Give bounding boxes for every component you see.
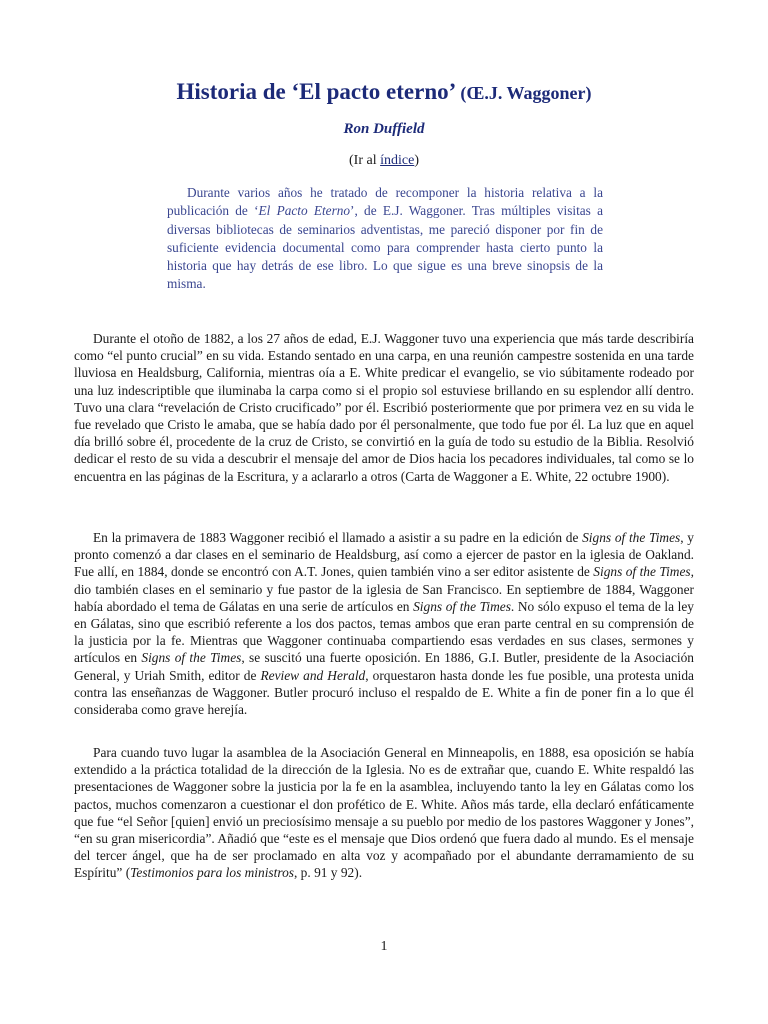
index-link[interactable]: índice <box>380 153 415 168</box>
p2-text-a: En la primavera de 1883 Waggoner recibió el llamado a asistir a su padre en la edición de <box>93 530 583 545</box>
p2-text-e: , dio también clases en el seminario y fue pastor de la iglesia de San Francisco. En septiembre de 1884, Waggoner había abordado el tema de Gálatas en una serie de artículos en <box>74 564 694 614</box>
goto-index-line <box>0 152 768 170</box>
abstract-text-rest: ’, de E.J. Waggoner. Tras múltiples visitas a diversas bibliotecas de seminarios adventistas, me pareció disponer por fin de suficiente evidencia documental como para comprender hasta cierto punto la historia que hay detrás de ese libro. Lo que sigue es una breve sinopsis de la misma. <box>167 203 603 292</box>
p2-italic-f: Signs of the Times <box>413 598 511 614</box>
p2-text-k: , orquestaron hasta donde les fue posible, una protesta unida contra las enseñanzas de Waggoner. Butler procuró incluso el respaldo de E. White a fin de poner fin a lo que él consideraba como grave herejía. <box>74 667 694 718</box>
abstract-paragraph <box>167 184 603 294</box>
p2-italic-j: Review and Herald <box>260 667 366 683</box>
abstract-text: Durante varios años he tratado de recomponer la historia relativa a la publicación de ‘ <box>167 185 603 219</box>
body-paragraph-1: Durante el otoño de 1882, a los 27 años de edad, E.J. Waggoner tuvo una experiencia que más tarde describiría como “el punto crucial” en su vida. Estando sentado en una carpa, en una reunión campestre sostenida en una tarde lluviosa en Healdsburg, California, mientras oía a E. White predicar el evangelio, se vio súbitamente rodeado por una luz indescriptible que iluminaba la carpa como si el propio sol estuviese brillando en su esplendor allí dentro. Tuvo una clara “revelación de Cristo crucificado” por él. Escribió posteriormente que por primera vez en su vida le fue revelado que Cristo le amaba, que se había dado por él personalmente, que todo fue por él. La luz que en aquel día brilló sobre él, procedente de la cruz de Cristo, se convirtió en la guía de todo su estudio de la Biblia. Resolvió dedicar el resto de su vida a descubrir el mensaje del amor de Dios hacia los pecadores individuales, tal como se lo encuentra en las páginas de la Escritura, y a aclararlo a otros (Carta de Waggoner a E. White, 22 octubre 1900). <box>74 331 694 484</box>
body-paragraph-2 <box>74 529 694 718</box>
p3-text-c: , p. 91 y 92). <box>293 865 363 881</box>
goto-prefix: (Ir al <box>349 153 381 168</box>
page-title <box>0 78 768 107</box>
p2-italic-d: Signs of the Times <box>593 564 691 580</box>
title-suffix: (Œ.J. Waggoner) <box>460 83 592 103</box>
body-paragraph-3 <box>74 744 694 882</box>
goto-suffix: ) <box>414 153 419 168</box>
page-number: 1 <box>380 939 388 954</box>
p2-text-g: . No sólo expuso el tema de la ley en Gálatas, sino que escribió referente a los dos pactos, temas ambos que eran parte central en su comprensión de la justicia por la fe. Mientras que Waggoner continuaba compartiendo esas verdades en sus clases, sermones y artículos en <box>74 598 695 666</box>
p2-italic-h: Signs of the Times <box>141 650 242 666</box>
abstract-book-title: El Pacto Eterno <box>258 203 351 219</box>
p2-text-c: , y pronto comenzó a dar clases en el seminario de Healdsburg, así como a ejercer de pastor en la iglesia de Oakland. Fue allí, en 1884, donde se encontró con A.T. Jones, quien también vino a ser editor asistente de <box>74 530 695 580</box>
p2-text-i: , se suscitó una fuerte oposición. En 1886, G.I. Butler, presidente de la Asociación General, y Uriah Smith, editor de <box>74 650 694 683</box>
title-text: Historia de ‘El pacto eterno’ <box>176 79 455 104</box>
p2-italic-b: Signs of the Times <box>582 530 681 545</box>
author-name: Ron Duffield <box>343 121 425 137</box>
p3-italic-b: Testimonios para los ministros <box>130 865 294 881</box>
p3-text-a: Para cuando tuvo lugar la asamblea de la Asociación General en Minneapolis, en 1888, esa oposición se había extendido a la práctica totalidad de la dirección de la Iglesia. No es de extrañar que, cuando E. White respaldó las presentaciones de Waggoner sobre la justicia por la fe en la asamblea, incluyendo tanto la ley en Gálatas como los pactos, muchos comenzaron a cuestionar el don profético de E. White. Años más tarde, ella declaró enfáticamente que fue “el Señor [quien] envió un preciosísimo mensaje a su pueblo por medio de los pastores Waggoner y Jones”, “en su gran misericordia”. Añadió que “este es el mensaje que Dios ordenó que fuera dado al mundo. Es el mensaje del tercer ángel, que ha de ser proclamado en alta voz y acompañado por el abundante derramamiento de su Espíritu” ( <box>74 745 694 881</box>
